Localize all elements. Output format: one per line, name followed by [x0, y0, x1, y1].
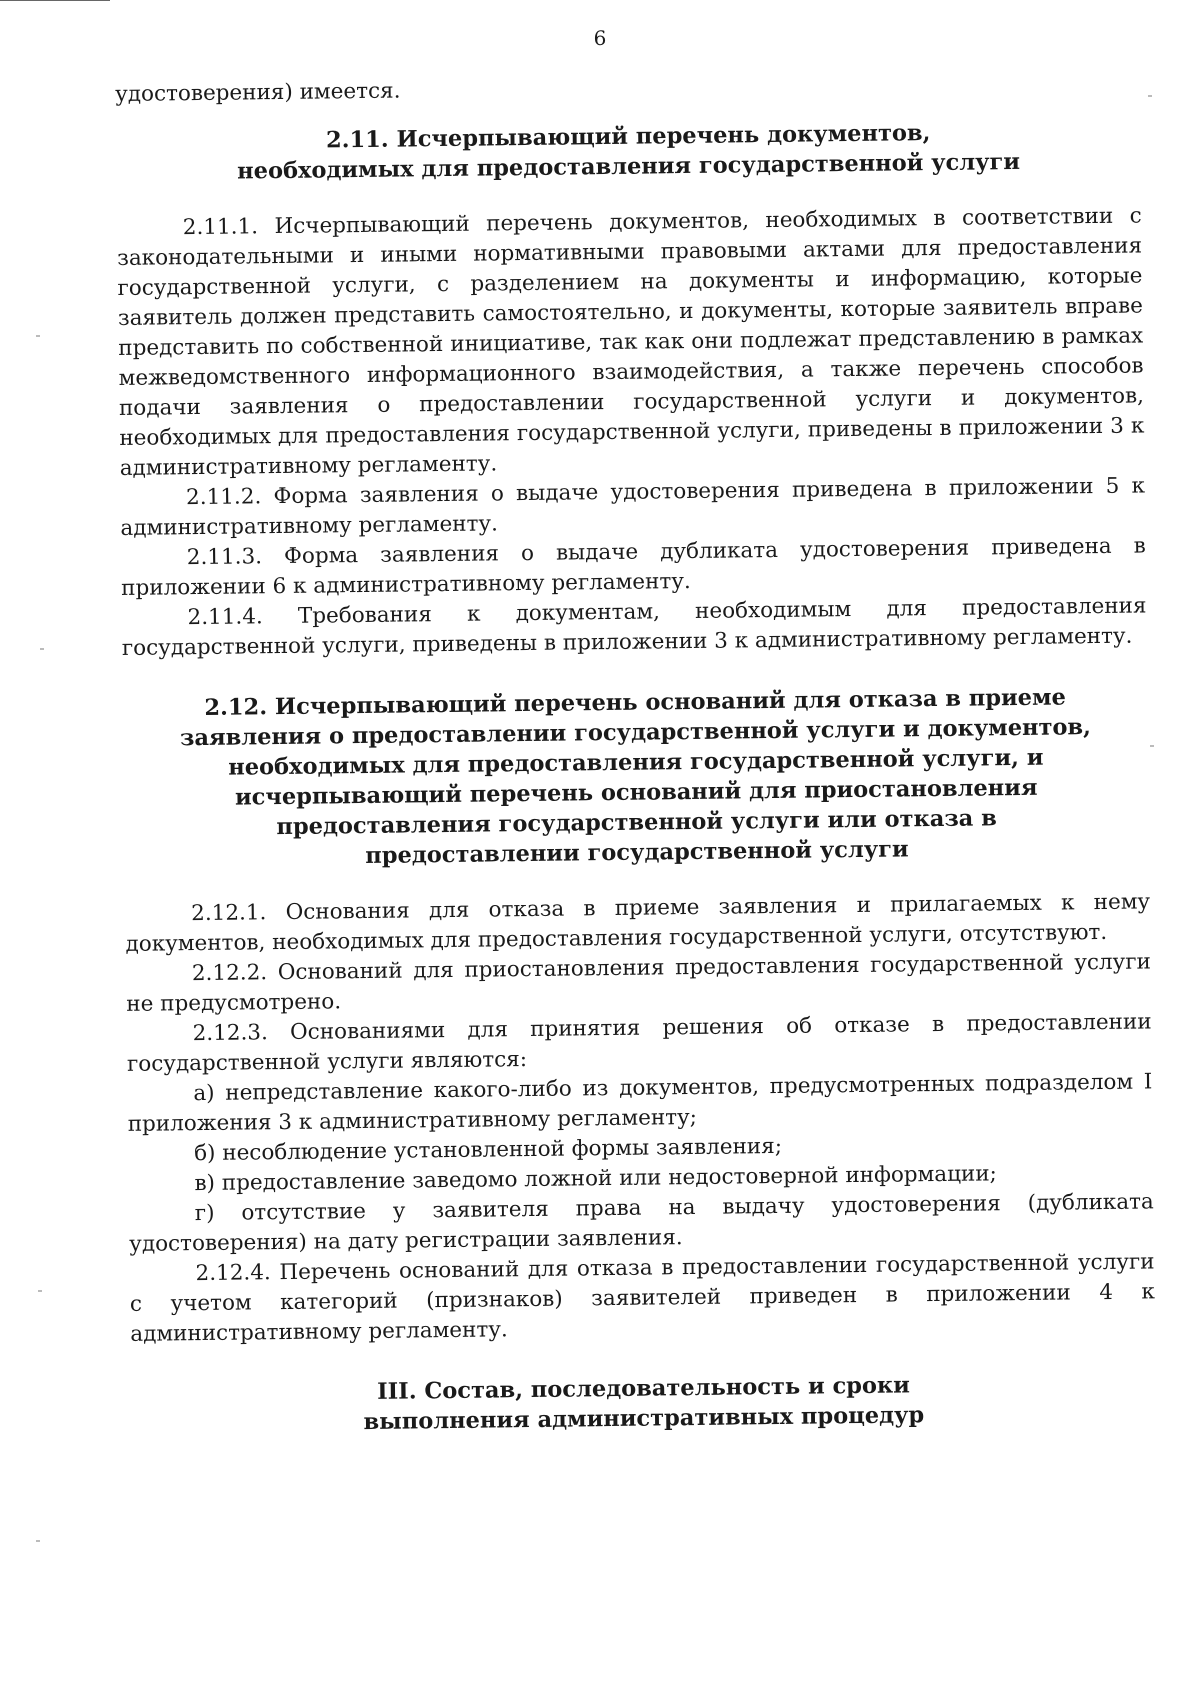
paragraph-2-11-2: 2.11.2. Форма заявления о выдаче удостоверения приведена в приложении 5 к административному регламенту. — [120, 473, 1146, 541]
page-content — [115, 67, 1157, 1439]
paragraph-2-11-1: 2.11.1. Исчерпывающий перечень документов, необходимых в соответствии с законодательными и иными нормативными правовыми актами для предоставления государственной услуги, с разделением на документы и информацию, которые заявитель должен представить самостоятельно, и документы, которые заявитель вправе представить по собственной инициативе, так как они подлежат представлению в рамках межведомственного информационного взаимодействия, а также перечень способов подачи заявления о предоставлении государственной услуги и документов, необходимых для предоставления государственной услуги, приведены в приложении 3 к административному регламенту. — [117, 203, 1145, 481]
paragraph-2-12-4: 2.12.4. Перечень оснований для отказа в предоставлении государственной услуги с учетом категорий (признаков) заявителей приведен в приложении 4 к административному регламенту. — [129, 1249, 1156, 1347]
list-item-b: б) несоблюдение установленной формы заявления; — [193, 1133, 783, 1167]
list-item-c: в) предоставление заведомо ложной или недостоверной информации; — [194, 1161, 998, 1197]
paragraph-2-12-2: 2.12.2. Оснований для приостановления предоставления государственной услуги не предусмотрено. — [126, 949, 1152, 1017]
paragraph-2-11-3: 2.11.3. Форма заявления о выдаче дубликата удостоверения приведена в приложении 6 к административному регламенту. — [121, 533, 1146, 601]
scan-noise — [1148, 95, 1152, 97]
scan-edge-mark — [0, 0, 110, 7]
paragraph-2-12-1: 2.12.1. Основания для отказа в приеме заявления и прилагаемых к нему документов, необходимых для предоставления государственной услуги, отсутствуют. — [125, 889, 1151, 957]
scan-noise — [38, 1290, 42, 1292]
paragraph-2-11-4: 2.11.4. Требования к документам, необходимым для предоставления государственной услуги, приведены в приложении 3 к административному регламенту. — [121, 593, 1147, 661]
scan-noise — [40, 648, 44, 650]
paragraph-2-12-3: 2.12.3. Основаниями для принятия решения об отказе в предоставлении государственной услуги являются: — [126, 1009, 1152, 1077]
section-2-11-heading: 2.11. Исчерпывающий перечень документов, необходимых для предоставления государственной услуги — [237, 120, 1021, 185]
list-item-d: г) отсутствие у заявителя права на выдачу удостоверения (дубликата удостоверения) на дату регистрации заявления. — [129, 1189, 1154, 1257]
page-number: 6 — [593, 26, 607, 50]
scan-noise — [36, 1540, 40, 1542]
continuation-text: удостоверения) имеется. — [115, 78, 401, 107]
scan-noise — [36, 335, 40, 337]
list-item-a: а) непредставление какого-либо из документов, предусмотренных подразделом I приложения 3 к административному регламенту; — [127, 1069, 1153, 1137]
section-3-heading: III. Состав, последовательность и сроки выполнения административных процедур — [363, 1372, 925, 1436]
scan-noise — [1150, 745, 1154, 747]
section-2-12-heading: 2.12. Исчерпывающий перечень оснований для отказа в приеме заявления о предоставлении государственной услуги и документов, необходимых для предоставления государственной услуги, и исчерпывающий перечень оснований для приостановления предоставления государственной услуги или отказа в предоставлении государственной услуги — [179, 684, 1092, 869]
